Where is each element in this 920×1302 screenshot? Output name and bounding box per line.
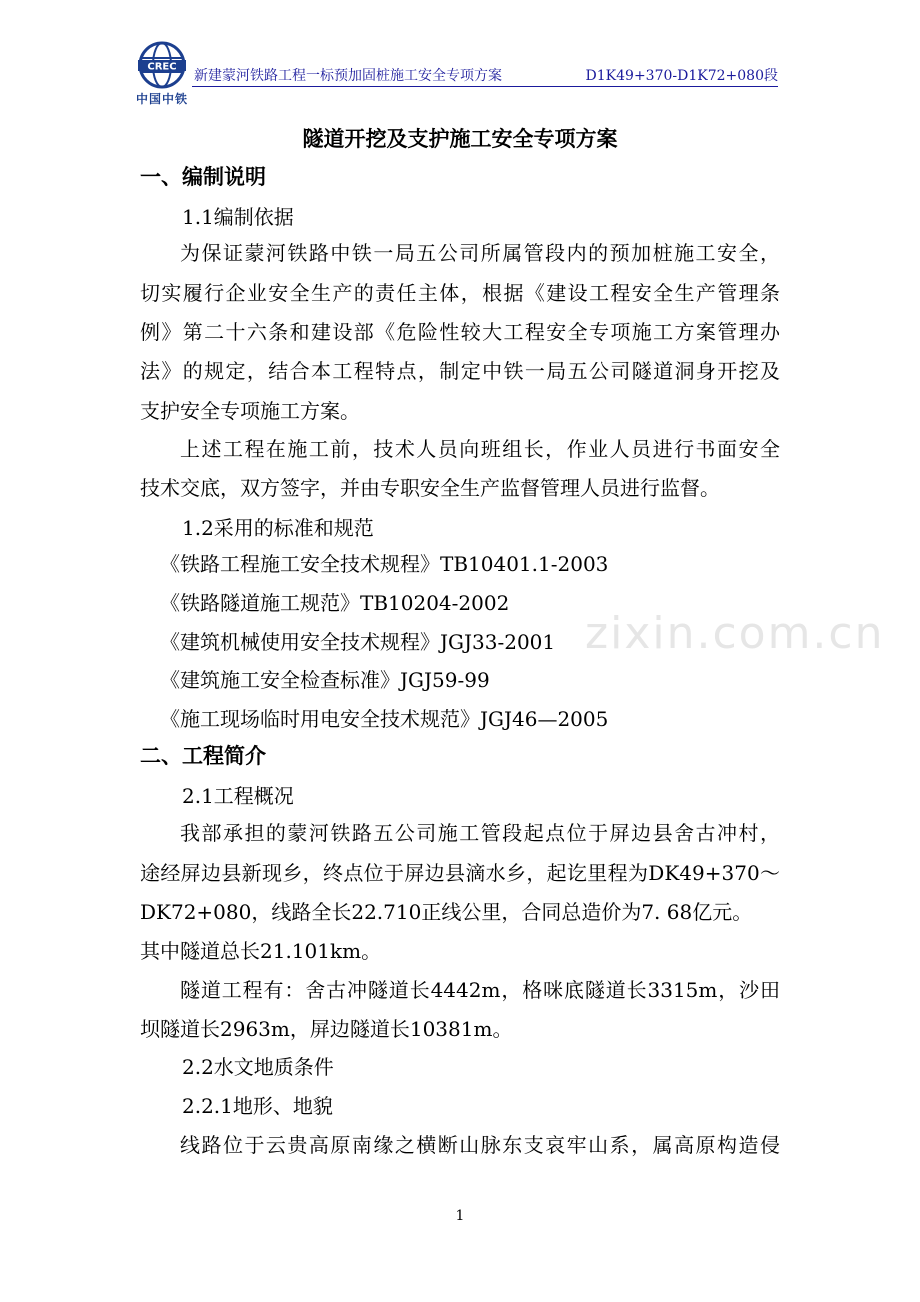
- paragraph-line: 线路位于云贵高原南缘之横断山脉东支哀牢山系，属高原构造侵: [180, 1133, 780, 1157]
- subheading-2-2-1: 2.2.1地形、地貌: [182, 1094, 333, 1118]
- watermark: zixin.com.cn: [585, 608, 885, 659]
- standard-item: 《铁路隧道施工规范》TB10204-2002: [160, 591, 510, 615]
- subheading-1-1: 1.1编制依据: [182, 205, 294, 229]
- crec-logo: [128, 40, 196, 106]
- subheading-2-2: 2.2水文地质条件: [182, 1055, 334, 1079]
- standard-item: 《建筑机械使用安全技术规程》JGJ33-2001: [160, 630, 556, 654]
- paragraph-line: 例》第二十六条和建设部《危险性较大工程安全专项施工方案管理办: [140, 320, 780, 344]
- crec-globe-icon: [128, 40, 196, 92]
- standard-item: 《铁路工程施工安全技术规程》TB10401.1-2003: [160, 552, 609, 576]
- section-heading-2: 二、工程简介: [140, 744, 266, 768]
- paragraph-line: 为保证蒙河铁路中铁一局五公司所属管段内的预加桩施工安全，: [180, 241, 780, 265]
- paragraph-line: 途经屏边县新现乡，终点位于屏边县滴水乡，起讫里程为DK49+370～: [140, 861, 780, 885]
- paragraph-line: 坝隧道长2963m，屏边隧道长10381m。: [140, 1017, 513, 1041]
- paragraph-line: 切实履行企业安全生产的责任主体，根据《建设工程安全生产管理条: [140, 281, 780, 305]
- standard-item: 《建筑施工安全检查标准》JGJ59-99: [160, 668, 490, 692]
- page-number: 1: [455, 1208, 465, 1224]
- paragraph-line: 其中隧道总长21.101km。: [140, 939, 382, 963]
- paragraph-line: 隧道工程有：舍古冲隧道长4442m，格咪底隧道长3315m，沙田: [180, 978, 780, 1002]
- standard-item: 《施工现场临时用电安全技术规范》JGJ46—2005: [160, 707, 609, 731]
- header-section-code: D1K49+370-D1K72+080段: [585, 68, 778, 84]
- paragraph-line: DK72+080，线路全长22.710正线公里，合同总造价为7. 68亿元。: [140, 900, 753, 924]
- section-heading-1: 一、编制说明: [140, 165, 266, 189]
- logo-letters: CREC: [147, 61, 177, 73]
- paragraph-line: 支护安全专项施工方案。: [140, 399, 360, 423]
- paragraph-line: 技术交底，双方签字，并由专职安全生产监督管理人员进行监督。: [140, 476, 720, 500]
- document-title: 隧道开挖及支护施工安全专项方案: [302, 127, 618, 151]
- subheading-2-1: 2.1工程概况: [182, 784, 294, 808]
- paragraph-line: 法》的规定，结合本工程特点，制定中铁一局五公司隧道洞身开挖及: [140, 359, 780, 383]
- subheading-1-2: 1.2采用的标准和规范: [182, 516, 374, 540]
- page-header: [128, 40, 778, 106]
- header-divider: [192, 86, 778, 87]
- logo-label: 中国中铁: [135, 92, 188, 106]
- header-title: 新建蒙河铁路工程一标预加固桩施工安全专项方案: [194, 68, 502, 84]
- paragraph-line: 上述工程在施工前，技术人员向班组长，作业人员进行书面安全: [180, 437, 780, 461]
- paragraph-line: 我部承担的蒙河铁路五公司施工管段起点位于屏边县舍古冲村，: [180, 821, 780, 845]
